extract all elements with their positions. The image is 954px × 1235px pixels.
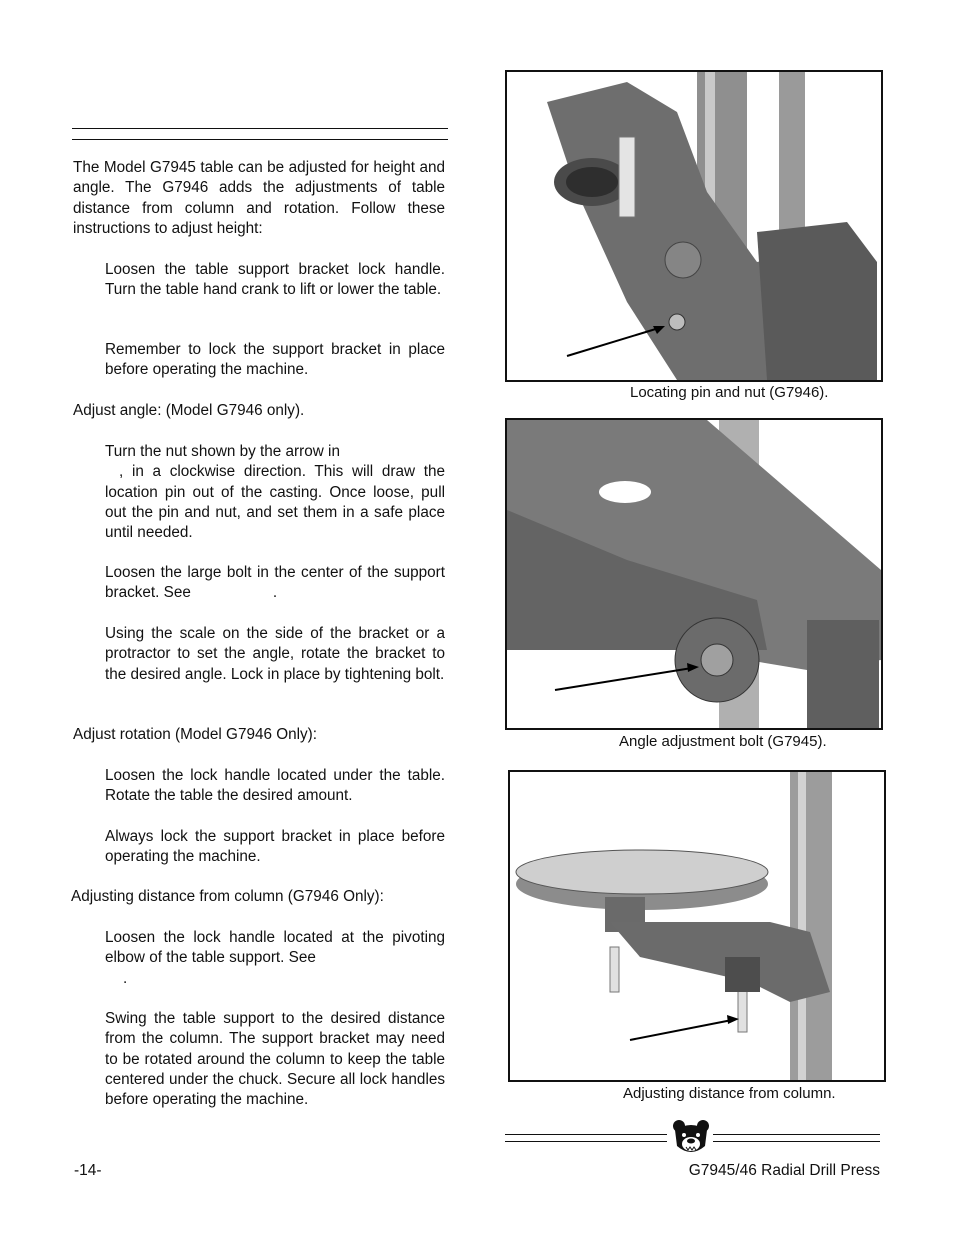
distance-step-1-text: Loosen the lock handle located at the pivoting elbow of the table support. See [105, 929, 445, 967]
angle-step-1 [105, 442, 445, 543]
angle-step-2-text: Loosen the large bolt in the center of the support bracket. See [105, 564, 445, 602]
footer-rule-right-top [713, 1134, 880, 1135]
bear-logo-icon [671, 1118, 711, 1158]
footer-title: G7945/46 Radial Drill Press [688, 1162, 880, 1179]
angle-step-2 [105, 563, 445, 604]
caption-distance-column: Adjusting distance from column. [623, 1085, 836, 1102]
photo-distance-column [508, 770, 886, 1082]
photo-locating-pin [505, 70, 883, 382]
rotation-step: Loosen the lock handle located under the table. Rotate the table the desired amount. [105, 767, 445, 805]
rotation-note: Always lock the support bracket in place before operating the machine. [105, 828, 445, 866]
footer-rule-right-bottom [713, 1141, 880, 1142]
angle-step-1-rest: , in a clockwise direction. This will draw the location pin out of the casting. Once loose, pull out the pin and nut, and set them in a safe place until needed. [105, 463, 445, 542]
distance-step-1-end: . [123, 969, 128, 987]
rotation-heading: Adjust rotation (Model G7946 Only): [73, 726, 318, 743]
height-step: Loosen the table support bracket lock handle. Turn the table hand crank to lift or lower the table. [105, 261, 445, 299]
distance-step-1 [105, 928, 445, 989]
intro-paragraph: The Model G7945 table can be adjusted for height and angle. The G7946 adds the adjustments of table distance from column and rotation. Follow these instructions to adjust height: [73, 159, 445, 237]
angle-step-3: Using the scale on the side of the bracket or a protractor to set the angle, rotate the bracket to the desired angle. Lock in place by tightening bolt. [105, 625, 445, 683]
angle-heading: Adjust angle: (Model G7946 only). [73, 402, 305, 419]
photo-angle-bolt [505, 418, 883, 730]
footer-rule-left-top [505, 1134, 667, 1135]
section-heading-rule-top [72, 128, 448, 129]
section-heading-rule-bottom [72, 139, 448, 140]
page-number: -14- [74, 1162, 102, 1179]
footer-rule-left-bottom [505, 1141, 667, 1142]
caption-locating-pin: Locating pin and nut (G7946). [630, 384, 829, 401]
distance-heading: Adjusting distance from column (G7946 Only): [71, 888, 384, 905]
angle-step-1-line1: Turn the nut shown by the arrow in [105, 443, 340, 460]
angle-step-2-end: . [272, 584, 278, 602]
caption-angle-bolt: Angle adjustment bolt (G7945). [619, 733, 827, 750]
distance-step-2: Swing the table support to the desired distance from the column. The support bracket may need to be rotated around the column to keep the table centered under the chuck. Secure all lock handles before operating the machine. [105, 1010, 445, 1109]
height-note: Remember to lock the support bracket in place before operating the machine. [105, 341, 445, 379]
